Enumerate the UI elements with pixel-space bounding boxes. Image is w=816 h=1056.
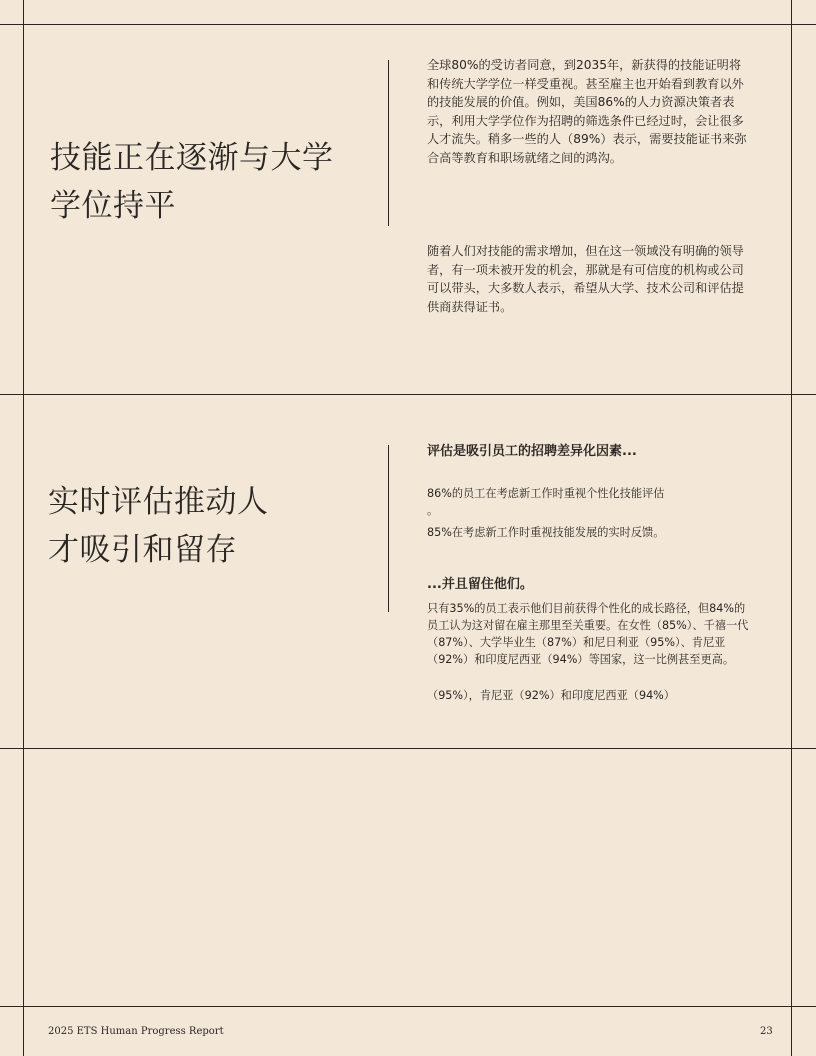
stat-text: 85%在考虑新工作时重视技能发展的实时反馈。	[427, 526, 665, 539]
report-title: 2025 ETS Human Progress Report	[48, 1026, 224, 1037]
column-divider	[388, 445, 389, 612]
top-rule	[0, 24, 816, 25]
section-rule	[0, 394, 816, 395]
body-paragraph: 全球80%的受访者同意，到2035年，新获得的技能证明将和传统大学学位一样受重视。甚至雇主也开始看到教育以外的技能发展的价值。例如，美国86%的人力资源决策者表示，利用大学学位作为招聘的筛选条件已经过时，会让很多人才流失。稍多一些的人（89%）表示，需要技能证书来弥合高等教育和职场就绪之间的鸿沟。	[427, 58, 747, 165]
body-paragraph: 只有35%的员工表示他们目前获得个性化的成长路径，但84%的员工认为这对留在雇主那里至关重要。在女性（85%）、千禧一代（87%）、大学毕业生（87%）和尼日利亚（95%）、肯尼亚（92%）和印度尼西亚（94%）等国家，这一比例甚至更高。	[427, 602, 749, 666]
body-paragraph-extra: （95%），肯尼亚（92%）和印度尼西亚（94%）	[427, 689, 675, 702]
page-number: 23	[760, 1026, 773, 1037]
stat-text: 86%的员工在考虑新工作时重视个性化技能评估	[427, 487, 665, 500]
section-heading: 实时评估推动人 才吸引和留存	[48, 484, 269, 568]
left-margin-rule	[23, 0, 24, 1056]
subheading: ...并且留住他们。	[427, 577, 533, 592]
column-divider	[388, 60, 389, 226]
section-rule	[0, 748, 816, 749]
footer-rule	[0, 1006, 816, 1007]
stat-text: 。	[427, 504, 439, 517]
right-margin-rule	[791, 0, 792, 1056]
subheading: 评估是吸引员工的招聘差异化因素...	[427, 444, 637, 459]
body-paragraph: 随着人们对技能的需求增加，但在这一领域没有明确的领导者，有一项未被开发的机会，那就是有可信度的机构或公司可以带头，大多数人表示，希望从大学、技术公司和评估提供商获得证书。	[427, 244, 744, 314]
section-heading: 技能正在逐渐与大学 学位持平	[50, 140, 334, 224]
